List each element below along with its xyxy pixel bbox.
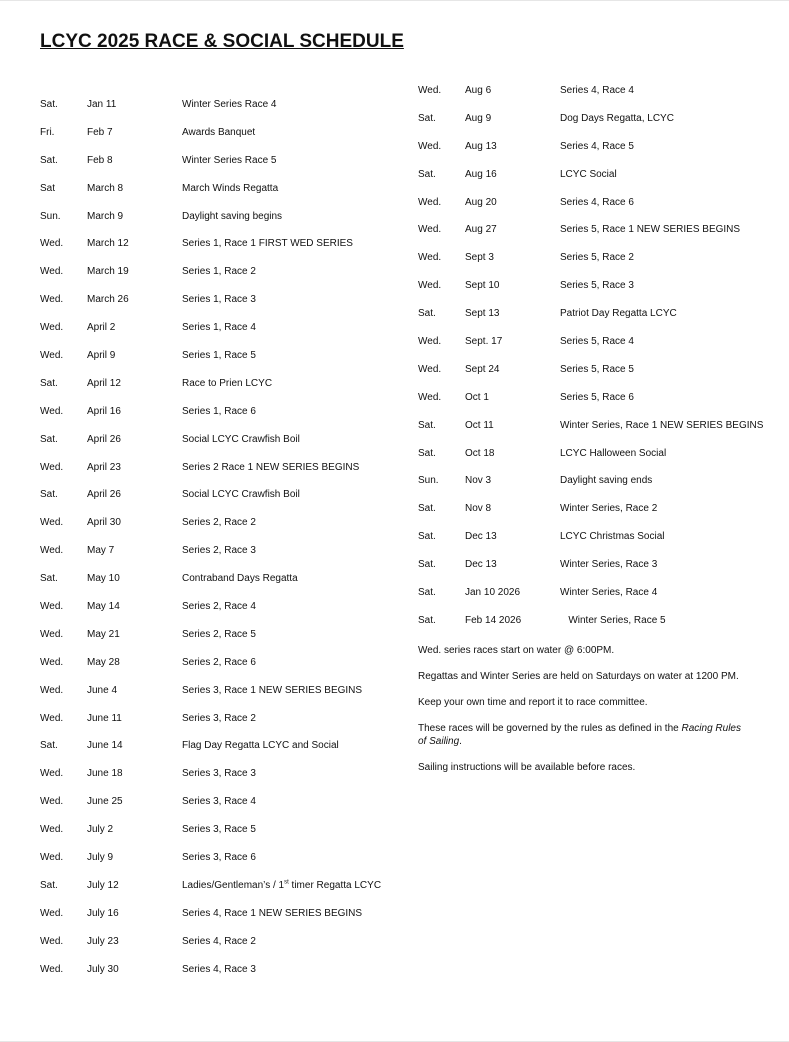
row-date: April 26	[87, 433, 121, 445]
row-event: Daylight saving begins	[182, 210, 283, 222]
row-event-text: Ladies/Gentleman’s / 1	[182, 879, 285, 891]
row-day: Wed.	[40, 350, 64, 362]
row-date: April 12	[87, 377, 121, 389]
row-day: Wed.	[40, 684, 64, 696]
row-date: May 10	[87, 573, 120, 585]
row-date: Aug 27	[465, 224, 497, 236]
row-day: Wed.	[40, 517, 64, 529]
row-date: Sept 13	[465, 308, 500, 320]
schedule-row	[40, 456, 400, 484]
schedule-row	[40, 372, 400, 400]
row-event: Series 2 Race 1 NEW SERIES BEGINS	[182, 461, 360, 473]
row-date: May 21	[87, 628, 120, 640]
schedule-row	[40, 483, 400, 511]
row-event: Contraband Days Regatta	[182, 573, 298, 585]
row-event: Race to Prien LCYC	[182, 377, 273, 389]
note-rules	[418, 722, 748, 748]
row-date: Oct 11	[465, 419, 494, 431]
schedule-row	[40, 177, 400, 205]
row-day: Wed.	[418, 224, 442, 236]
row-date: Dec 13	[465, 559, 497, 571]
schedule-row	[40, 623, 400, 651]
row-date: July 2	[87, 824, 114, 836]
row-event: Dog Days Regatta, LCYC	[560, 112, 674, 124]
schedule-row	[418, 581, 768, 609]
row-date: Feb 8	[87, 154, 113, 166]
row-date: June 11	[87, 712, 122, 724]
schedule-right-column	[418, 79, 768, 637]
schedule-row	[40, 818, 400, 846]
schedule-row	[40, 400, 400, 428]
row-day: Wed.	[418, 336, 442, 348]
row-date: Aug 6	[465, 85, 492, 96]
row-day: Wed.	[40, 238, 64, 250]
row-date: Sept 10	[465, 280, 500, 292]
row-date: April 16	[87, 405, 121, 417]
schedule-row	[418, 107, 768, 135]
row-day: Wed.	[40, 796, 64, 808]
schedule-row	[418, 246, 768, 274]
row-date: Nov 3	[465, 475, 492, 487]
row-date: June 4	[87, 684, 118, 696]
schedule-row	[40, 288, 400, 316]
row-date: July 30	[87, 963, 119, 975]
schedule-row	[40, 232, 400, 260]
schedule-row	[418, 386, 768, 414]
row-event-text-end: timer Regatta LCYC	[288, 879, 382, 891]
row-day: Wed.	[40, 963, 64, 975]
row-day: Sun.	[40, 210, 61, 222]
schedule-row	[40, 539, 400, 567]
row-event: Series 4, Race 3	[182, 963, 256, 975]
row-day: Sat.	[40, 573, 58, 585]
schedule-row	[418, 274, 768, 302]
row-date: April 23	[87, 461, 121, 473]
row-date: July 9	[87, 852, 114, 864]
row-day: Sat.	[418, 531, 436, 543]
schedule-row	[418, 609, 768, 637]
row-event: Flag Day Regatta LCYC and Social	[182, 740, 339, 752]
row-event: Series 3, Race 2	[182, 712, 256, 724]
note-regattas: Regattas and Winter Series are held on Saturdays on water at 1200 PM.	[418, 671, 739, 682]
row-event: Series 1, Race 4	[182, 322, 256, 334]
row-date: May 7	[87, 545, 115, 557]
schedule-row	[40, 511, 400, 539]
schedule-row	[40, 93, 400, 121]
row-event: Series 3, Race 3	[182, 768, 256, 780]
row-day: Sat.	[418, 168, 436, 180]
row-date: June 14	[87, 740, 123, 752]
row-date: Sept 24	[465, 363, 500, 375]
row-day: Wed.	[418, 196, 442, 208]
schedule-row	[418, 79, 768, 107]
schedule-row	[418, 525, 768, 553]
schedule-row	[40, 205, 400, 233]
row-day: Sat.	[418, 503, 436, 515]
schedule-row	[418, 302, 768, 330]
row-date: April 30	[87, 517, 121, 529]
row-date: March 26	[87, 294, 129, 306]
row-event: Series 1, Race 2	[182, 266, 256, 278]
row-date: Dec 13	[465, 531, 497, 543]
schedule-row	[40, 344, 400, 372]
row-day: Sat.	[418, 559, 436, 571]
row-date: April 2	[87, 322, 116, 334]
row-event: Patriot Day Regatta LCYC	[560, 308, 677, 320]
row-date: April 26	[87, 489, 121, 501]
schedule-row	[40, 762, 400, 790]
note-time: Keep your own time and report it to race committee.	[418, 697, 648, 708]
row-event: Series 2, Race 4	[182, 601, 256, 613]
schedule-row	[40, 679, 400, 707]
row-date: Jan 11	[87, 99, 117, 110]
row-event: Series 2, Race 3	[182, 545, 256, 557]
row-event: Winter Series Race 4	[182, 99, 277, 110]
row-event: Daylight saving ends	[560, 475, 653, 487]
row-event: LCYC Social	[560, 168, 617, 180]
schedule-row	[418, 358, 768, 386]
row-date: Aug 9	[465, 112, 492, 124]
row-event: Series 3, Race 5	[182, 824, 256, 836]
row-event	[182, 880, 381, 891]
row-date: March 9	[87, 210, 124, 222]
schedule-row	[418, 191, 768, 219]
schedule-row	[40, 149, 400, 177]
row-day: Wed.	[40, 266, 64, 278]
row-event: LCYC Christmas Social	[560, 531, 665, 543]
row-date: Feb 7	[87, 126, 113, 138]
schedule-row	[40, 595, 400, 623]
row-day: Sat.	[418, 587, 436, 599]
row-event: Series 3, Race 1 NEW SERIES BEGINS	[182, 684, 363, 696]
row-day: Wed.	[418, 363, 442, 375]
schedule-row	[40, 958, 400, 986]
note-rules-end: .	[459, 736, 462, 747]
row-day: Sat.	[40, 489, 58, 501]
row-day: Wed.	[40, 322, 64, 334]
row-date: Jan 10 2026	[465, 587, 521, 599]
row-date: Aug 13	[465, 140, 497, 152]
row-day: Sat.	[418, 112, 436, 124]
row-date: Sept 3	[465, 252, 494, 264]
row-event: Series 5, Race 6	[560, 391, 634, 403]
row-event: Series 5, Race 2	[560, 252, 634, 264]
row-day: Wed.	[418, 85, 442, 96]
row-event: Winter Series, Race 1 NEW SERIES BEGINS	[560, 419, 764, 431]
row-day: Sat.	[40, 154, 58, 166]
schedule-row	[40, 734, 400, 762]
note-rules-book: Racing Rules of Sailing	[418, 723, 741, 747]
schedule-row	[418, 553, 768, 581]
row-event: Series 5, Race 3	[560, 280, 634, 292]
schedule-row	[418, 469, 768, 497]
row-event: Social LCYC Crawfish Boil	[182, 489, 300, 501]
row-date: Nov 8	[465, 503, 492, 515]
row-event: LCYC Halloween Social	[560, 447, 667, 459]
row-day: Wed.	[40, 935, 64, 947]
row-day: Sat.	[418, 614, 436, 626]
row-event: Series 2, Race 5	[182, 628, 256, 640]
schedule-row	[40, 428, 400, 456]
row-event: Series 3, Race 6	[182, 852, 256, 864]
schedule-row	[418, 330, 768, 358]
row-event: Awards Banquet	[182, 126, 256, 138]
schedule-row	[40, 567, 400, 595]
row-event: Social LCYC Crawfish Boil	[182, 433, 300, 445]
schedule-row	[40, 651, 400, 679]
row-day: Wed.	[40, 628, 64, 640]
row-day: Wed.	[40, 852, 64, 864]
row-date: Oct 18	[465, 447, 495, 459]
row-event: Winter Series Race 5	[182, 154, 277, 166]
row-day: Sat.	[418, 447, 436, 459]
schedule-row	[40, 707, 400, 735]
row-day: Wed.	[40, 824, 64, 836]
note-wed-start: Wed. series races start on water @ 6:00PM.	[418, 645, 615, 656]
row-event: Series 1, Race 1 FIRST WED SERIES	[182, 238, 353, 250]
row-day: Wed.	[40, 405, 64, 417]
row-day: Wed.	[40, 545, 64, 557]
row-event: March Winds Regatta	[182, 182, 279, 194]
row-event: Series 4, Race 6	[560, 196, 634, 208]
row-date: Aug 16	[465, 168, 497, 180]
row-day: Wed.	[40, 907, 64, 919]
row-event: Series 4, Race 5	[560, 140, 634, 152]
row-day: Sat.	[40, 377, 58, 389]
schedule-row	[418, 163, 768, 191]
row-event: Series 2, Race 6	[182, 656, 256, 668]
row-day: Wed.	[40, 712, 64, 724]
row-date: June 18	[87, 768, 123, 780]
note-instructions: Sailing instructions will be available before races.	[418, 762, 636, 773]
row-date: March 19	[87, 266, 129, 278]
row-date: March 12	[87, 238, 129, 250]
schedule-row	[40, 930, 400, 958]
row-event-ordinal: st	[284, 879, 289, 886]
row-day: Sat	[40, 182, 56, 194]
row-day: Wed.	[40, 294, 64, 306]
schedule-row	[40, 790, 400, 818]
row-event: Series 4, Race 4	[560, 85, 634, 96]
schedule-row	[40, 846, 400, 874]
schedule-left-column	[40, 93, 400, 986]
row-event: Series 2, Race 2	[182, 517, 256, 529]
schedule-row	[40, 260, 400, 288]
row-day: Sun.	[418, 475, 439, 487]
row-day: Wed.	[418, 140, 442, 152]
note-rules-text: These races will be governed by the rules as defined in the	[418, 723, 682, 734]
schedule-row	[40, 316, 400, 344]
row-day: Sat.	[418, 308, 436, 320]
row-event: Series 1, Race 6	[182, 405, 256, 417]
row-day: Sat.	[418, 419, 436, 431]
row-date: May 28	[87, 656, 120, 668]
row-event: Series 5, Race 4	[560, 336, 634, 348]
row-day: Wed.	[40, 461, 64, 473]
row-event: Winter Series, Race 4	[560, 587, 658, 599]
row-date: Sept. 17	[465, 336, 503, 348]
schedule-row	[418, 414, 768, 442]
row-day: Wed.	[40, 601, 64, 613]
row-day: Fri.	[40, 126, 55, 138]
row-day: Sat.	[40, 740, 58, 752]
row-event: Winter Series, Race 2	[560, 503, 658, 515]
row-date: Aug 20	[465, 196, 497, 208]
schedule-notes	[418, 644, 748, 787]
row-day: Wed.	[40, 768, 64, 780]
row-day: Wed.	[40, 656, 64, 668]
row-day: Sat.	[40, 99, 58, 110]
schedule-row	[418, 442, 768, 470]
row-day: Wed.	[418, 391, 442, 403]
schedule-row	[40, 874, 400, 902]
row-event: Series 5, Race 1 NEW SERIES BEGINS	[560, 224, 741, 236]
schedule-row	[418, 218, 768, 246]
row-date: June 25	[87, 796, 123, 808]
row-date: July 23	[87, 935, 119, 947]
row-event: Series 4, Race 2	[182, 935, 256, 947]
schedule-row	[418, 135, 768, 163]
schedule-row	[418, 497, 768, 525]
row-day: Sat.	[40, 433, 58, 445]
row-date: March 8	[87, 182, 124, 194]
row-day: Wed.	[418, 280, 442, 292]
row-date: Feb 14 2026	[465, 614, 522, 626]
row-event: Series 1, Race 5	[182, 350, 256, 362]
row-event: Winter Series, Race 3	[560, 559, 658, 571]
row-day: Sat.	[40, 879, 58, 891]
schedule-row	[40, 902, 400, 930]
row-date: July 12	[87, 879, 119, 891]
row-date: July 16	[87, 907, 119, 919]
row-date: Oct 1	[465, 391, 489, 403]
page-title: LCYC 2025 RACE & SOCIAL SCHEDULE	[40, 31, 404, 52]
schedule-row	[40, 121, 400, 149]
row-day: Wed.	[418, 252, 442, 264]
row-event: Winter Series, Race 5	[560, 614, 666, 626]
row-event: Series 4, Race 1 NEW SERIES BEGINS	[182, 907, 363, 919]
row-event: Series 5, Race 5	[560, 363, 634, 375]
row-event: Series 1, Race 3	[182, 294, 256, 306]
row-event: Series 3, Race 4	[182, 796, 256, 808]
row-date: May 14	[87, 601, 120, 613]
row-date: April 9	[87, 350, 116, 362]
